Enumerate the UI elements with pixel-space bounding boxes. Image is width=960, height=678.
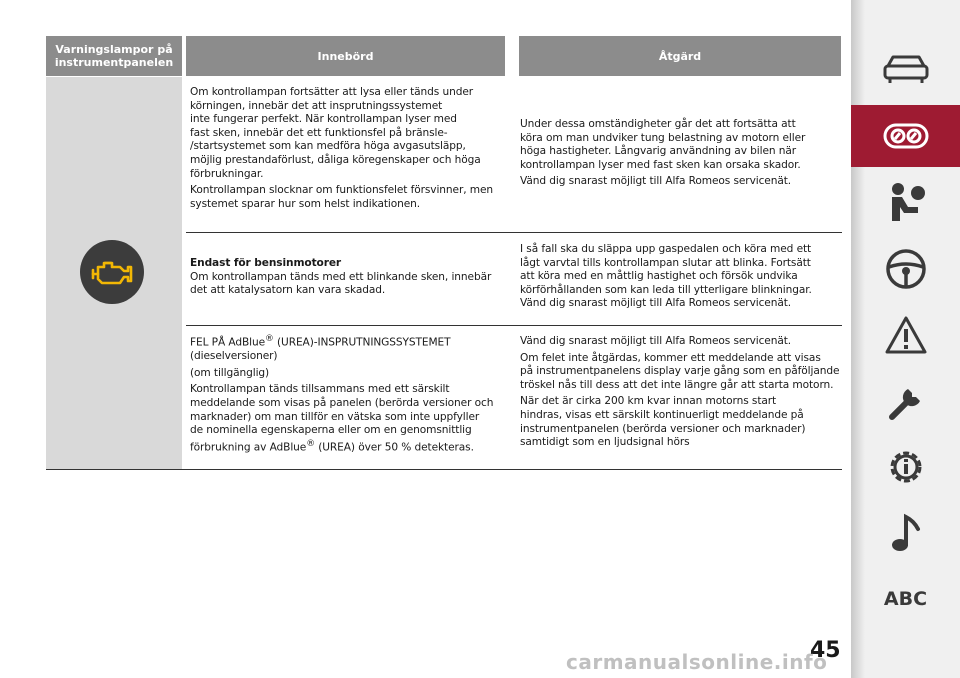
row-divider [186, 325, 842, 326]
index-abc-label: ABC [883, 588, 928, 610]
steering-wheel-icon [884, 247, 928, 291]
check-engine-icon [80, 240, 144, 304]
row3-meaning [190, 333, 508, 458]
row1-meaning [190, 86, 508, 214]
row3-meaning-title [190, 333, 508, 350]
row1-action-p1: Under dessa omständigheter går det att fortsätta att köra om man undviker tung belastning av motorn eller höga hastigheter. Långvarig användning av bilen när kontrollampan lyser med fast sken kan orsaka skador. [520, 118, 806, 171]
nav-emergency[interactable] [851, 304, 960, 366]
nav-maintenance[interactable] [851, 370, 960, 432]
watermark: carmanualsonline.info [566, 650, 828, 674]
row2-action [520, 243, 842, 314]
row3-action-p3: När det är cirka 200 km kvar innan motorns start hindras, visas ett särskilt kontinuerligt meddelande på instrumentpanelen (berörda versioner och marknader) samtidigt som en ljudsignal hörs [520, 395, 806, 449]
row2-meaning-title: Endast för bensinmotorer [190, 257, 342, 269]
nav-car[interactable] [851, 38, 960, 100]
row1-meaning-p2: Kontrollampan slocknar om funktionsfelet försvinner, men systemet sparar hur som helst indikationen. [190, 184, 493, 210]
header-warning-lamps [46, 36, 182, 76]
row-divider [186, 232, 842, 233]
row3-last-post: (UREA) över 50 % detekteras. [314, 441, 474, 454]
gear-info-icon [884, 445, 928, 489]
table-bottom-rule [46, 469, 842, 470]
row1-action [520, 118, 842, 192]
row2-meaning-p1: Om kontrollampan tänds med ett blinkande sken, innebär det att katalysatorn kan vara skadad. [190, 270, 492, 297]
row2-action-p1: I så fall ska du släppa upp gaspedalen och köra med ett lågt varvtal tills kontrollampan slutar att blinka. Fortsätt att köra med en måttlig hastighet och försök undvika körförhållanden som kan leda till ytterligare blinkningar. Vänd dig snarast möjligt till Alfa Romeos servicenät. [520, 243, 812, 310]
row3-action-p1: Vänd dig snarast möjligt till Alfa Romeos servicenät. [520, 335, 792, 347]
engine-symbol-icon [90, 257, 134, 287]
page-number: 45 [810, 638, 841, 663]
registered-mark: ® [265, 334, 274, 344]
row2-meaning [190, 257, 508, 301]
row3-action [520, 335, 842, 453]
car-icon [882, 52, 930, 86]
nav-driving[interactable] [851, 238, 960, 300]
row3-meaning-p2: (om tillgänglig) [190, 366, 270, 379]
header-action: Åtgärd [519, 36, 841, 76]
nav-multimedia[interactable] [851, 502, 960, 564]
row3-title-post: (UREA)-INSPRUTNINGSSYSTEMET [273, 336, 451, 349]
nav-safety[interactable] [851, 172, 960, 234]
row3-action-p2: Om felet inte åtgärdas, kommer ett meddelande att visas på instrumentpanelens display varje gång som en påföljande tröskel nås till dess att det inte längre går att starta motorn. [520, 351, 840, 391]
row3-meaning-p1: (dieselversioner) [190, 350, 278, 363]
dashboard-icon [882, 121, 930, 151]
airbag-person-icon [882, 181, 930, 225]
row3-last-pre: Kontrollampan tänds tillsammans med ett särskilt meddelande som visas på panelen (berörda versioner och marknader) om man tillför en vätska som inte uppfyller de nominella egenskaperna eller om en genomsnittlig förbrukning av AdBlue [190, 383, 494, 454]
nav-technical-data[interactable] [851, 436, 960, 498]
warning-triangle-icon [883, 314, 929, 356]
registered-mark: ® [306, 438, 315, 449]
row3-meaning-p3 [190, 383, 508, 455]
row1-meaning-p1: Om kontrollampan fortsätter att lysa eller tänds under körningen, innebär det att insprutningssystemet inte fungerar perfekt. När kontrollampan lyser med fast sken, innebär det ett funktionsfel på bränsle- /startsystemet som kan medföra höga avgasutsläpp, möjlig prestandaförlust, dåliga köregenskaper och höga förbrukningar. [190, 86, 481, 180]
row1-action-p2: Vänd dig snarast möjligt till Alfa Romeos servicenät. [520, 175, 792, 188]
header-warning-lamps-text: Varningslampor på instrumentpanelen [54, 43, 174, 69]
header-meaning: Innebörd [186, 36, 505, 76]
nav-instrument-panel[interactable] [851, 105, 960, 167]
nav-index[interactable] [851, 568, 960, 630]
music-note-icon [886, 511, 926, 555]
row3-title-pre: FEL PÅ AdBlue [190, 336, 265, 349]
wrench-icon [884, 379, 928, 423]
